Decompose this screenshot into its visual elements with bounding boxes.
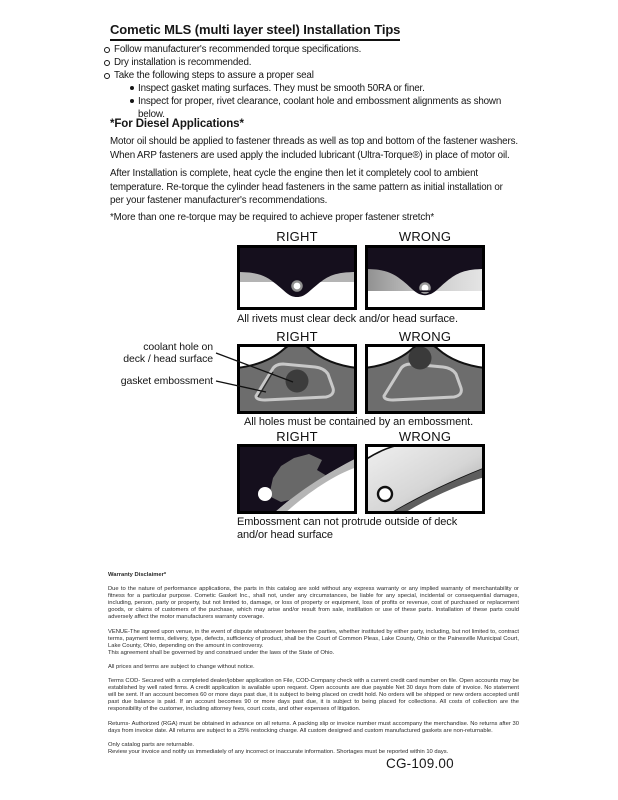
disclaimer-paragraph: Terms COD- Secured with a completed dealer/jobber application on File, COD-Company check with a current credit card number on file. Open accounts may be established by well rated firms. A credit application is available upon request. Open accounts are due payable Net 30 days from date of invoice. No statement will be sent. If an account becomes 60 or more days past due, it is subject to being placed on credit hold. No orders will be shipped or new orders accepted until past due balance is paid. If an account becomes 90 or more days past due, it is subject to being placed for collections. All costs of collection are the responsibility of the customer, including attorney fees, court costs, and other expenses of litigation.: [108, 678, 519, 713]
diagram-row3-right-panel: [237, 444, 357, 514]
diesel-paragraph-2: After Installation is complete, heat cycle the engine then let it completely cool to ambient temperature. Re-torque the cylinder head fasteners in the same pattern as initial installation or per your fastener manufacturer's recommendations.: [110, 168, 503, 206]
row3-caption: [237, 516, 477, 541]
row2-right-label: RIGHT: [276, 329, 318, 344]
coolant-hole-annotation: [100, 342, 213, 365]
list-item: [104, 43, 524, 56]
list-item: [104, 69, 524, 82]
disclaimer-paragraph: VENUE-The agreed upon venue, in the event of dispute whatsoever between the parties, whether instituted by either party, including, but not limited to, contract terms, payment terms, delivery, type, defects, sufficiency of product, shall be the Court of Common Pleas, Lake County, Ohio or the Painesville Municipal Court, Lake County, Ohio, depending on the amount in controversy.: [108, 628, 519, 649]
list-item: [130, 82, 524, 95]
diagram-row2-wrong-panel: [365, 344, 485, 414]
bolt-hole-icon: [378, 487, 392, 501]
diagram-row1-wrong-panel: [365, 245, 485, 310]
disclaimer-heading: Warranty Disclaimer*: [108, 572, 167, 578]
diesel-paragraph-3: *More than one re-torque may be required to achieve proper fastener stretch*: [110, 212, 435, 223]
row1-caption: All rivets must clear deck and/or head surface.: [237, 313, 458, 325]
diesel-heading: *For Diesel Applications*: [110, 118, 244, 130]
row1-wrong-label: WRONG: [398, 229, 452, 244]
rivet-center: [294, 283, 301, 290]
disclaimer-paragraph: Review your invoice and notify us immediately of any incorrect or inaccurate information. Shortages must be reported within 10 days.: [108, 748, 449, 755]
page-code: CG-109.00: [386, 756, 454, 771]
rivet-center: [422, 285, 429, 292]
disclaimer-paragraph: Due to the nature of performance applications, the parts in this catalog are sold without any express warranty or any implied warranty of merchantability or fitness for a particular purpose. Cometic Gasket Inc., shall not, under any circumstances, be liable for any special, incidental or consequential damages, including, person, party or property, but not limited to, damage, or loss of property or equipment, loss of profits or revenue, cost of purchased or replacement goods, or claims of customers of the purchase, which may arise and/or result from sale, instillation or use of these parts. Installation of these parts could adversely affect the motor manufacturers warranty coverage.: [108, 586, 519, 621]
bolt-hole-icon: [258, 487, 272, 501]
bullet-text: Dry installation is recommended.: [114, 57, 252, 68]
diesel-paragraph-1: Motor oil should be applied to fastener threads as well as top and bottom of the fastener washers. When ARP fasteners are used apply the included lubricant (Ultra-Torque®) in place of motor oil.: [110, 136, 518, 161]
deck-line-through-rivet: [418, 290, 432, 292]
diagram-row3-wrong-panel: [365, 444, 485, 514]
disclaimer-paragraph: This agreement shall be governed by and construed under the laws of the State of Ohio.: [108, 649, 335, 656]
diagram-row1-right-panel: [237, 245, 357, 310]
bullet-text: Inspect for proper, rivet clearance, coolant hole and embossment alignments as shown below.: [138, 96, 502, 120]
row1-right-label: RIGHT: [276, 229, 318, 244]
open-bullet-icon: [104, 47, 110, 53]
row3-wrong-label: WRONG: [398, 429, 452, 444]
disclaimer-paragraph: Only catalog parts are returnable.: [108, 741, 195, 748]
row2-wrong-label: WRONG: [398, 329, 452, 344]
page-title: Cometic MLS (multi layer steel) Installation Tips: [110, 22, 400, 41]
open-bullet-icon: [104, 73, 110, 79]
list-item: [104, 56, 524, 69]
bullet-text: Follow manufacturer's recommended torque specifications.: [114, 44, 362, 55]
caption-line: and/or head surface: [237, 528, 333, 541]
bullet-text: Take the following steps to assure a proper seal: [114, 70, 314, 81]
filled-bullet-icon: [130, 86, 134, 90]
diagram-row2-right-panel: [237, 344, 357, 414]
caption-line: Embossment can not protrude outside of deck: [237, 516, 458, 528]
row3-right-label: RIGHT: [276, 429, 318, 444]
bullet-text: Inspect gasket mating surfaces. They must be smooth 50RA or finer.: [138, 83, 425, 94]
installation-tips-list: [104, 43, 524, 121]
row2-caption: All holes must be contained by an embossment.: [244, 416, 474, 428]
coolant-hole-icon: [286, 370, 309, 393]
disclaimer-paragraph: All prices and terms are subject to change without notice.: [108, 663, 255, 670]
filled-bullet-icon: [130, 99, 134, 103]
annotation-line: coolant hole on: [143, 341, 213, 353]
gasket-embossment-annotation: gasket embossment: [120, 375, 213, 387]
annotation-line: deck / head surface: [123, 352, 213, 365]
warranty-disclaimer-block: [108, 572, 519, 763]
open-bullet-icon: [104, 60, 110, 66]
coolant-hole-icon: [409, 347, 432, 370]
disclaimer-paragraph: Returns- Authorized (RGA) must be obtained in advance on all returns. A packing slip or invoice number must accompany the merchandise. No returns after 30 days from invoice date. All returns are subject to a 25% restocking charge. All custom designed and custom manufactured gaskets are non-returnable.: [108, 720, 519, 734]
